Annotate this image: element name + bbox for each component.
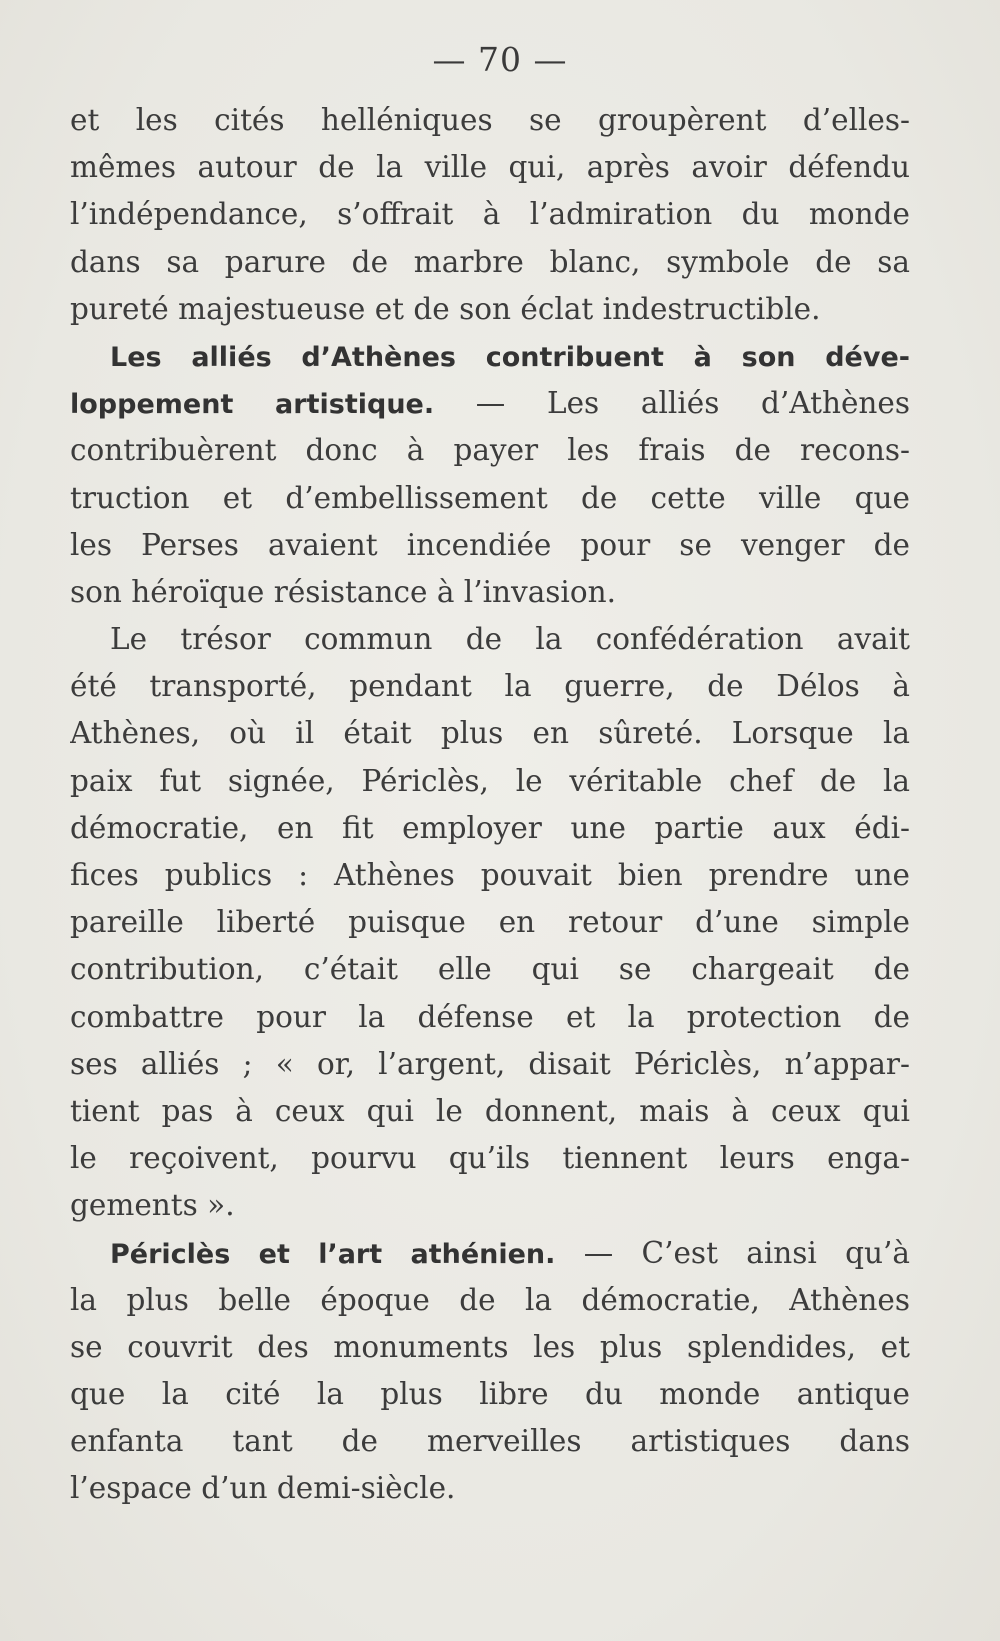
- text-line: [70, 710, 910, 757]
- text-line: [70, 1088, 910, 1135]
- text-line: [70, 191, 910, 238]
- text-line: [70, 1230, 910, 1277]
- text-line: [70, 994, 910, 1041]
- text-line: [70, 1324, 910, 1371]
- body-text-segment: — C’est ainsi qu’à: [555, 1235, 910, 1270]
- body-text-segment: tient pas à ceux qui le donnent, mais à ceux qui: [70, 1093, 910, 1128]
- body-text-segment: truction et d’embellissement de cette ville que: [70, 480, 910, 515]
- text-line: [70, 1418, 910, 1465]
- body-text-segment: son héroïque résistance à l’invasion.: [70, 574, 616, 609]
- text-line: [70, 286, 910, 333]
- text-line: [70, 616, 910, 663]
- body-text-segment: — Les alliés d’Athènes: [434, 386, 910, 421]
- text-line: [70, 899, 910, 946]
- body-text-segment: la plus belle époque de la démocratie, Athènes: [70, 1282, 910, 1317]
- text-line: [70, 1465, 910, 1512]
- body-text-segment: enfanta tant de merveilles artistiques dans: [70, 1424, 910, 1459]
- body-text: [70, 97, 910, 1513]
- text-line: [70, 1371, 910, 1418]
- body-text-segment: gements ».: [70, 1188, 235, 1223]
- body-text-segment: le reçoivent, pourvu qu’ils tiennent leurs enga-: [70, 1141, 910, 1176]
- bold-heading-text: Les alliés d’Athènes contribuent à son déve-: [110, 341, 910, 373]
- text-line: [70, 1135, 910, 1182]
- text-line: [70, 522, 910, 569]
- bold-heading-text: Périclès et l’art athénien.: [110, 1238, 556, 1270]
- page-number: — 70 —: [432, 40, 568, 79]
- body-text-segment: que la cité la plus libre du monde antique: [70, 1377, 910, 1412]
- body-text-segment: pureté majestueuse et de son éclat indestructible.: [70, 291, 821, 326]
- body-text-segment: l’espace d’un demi-siècle.: [70, 1471, 456, 1506]
- body-text-segment: ses alliés ; « or, l’argent, disait Périclès, n’appar-: [70, 1046, 910, 1081]
- text-line: [70, 1182, 910, 1229]
- text-line: [70, 144, 910, 191]
- text-line: [70, 475, 910, 522]
- text-line: [70, 569, 910, 616]
- body-text-segment: été transporté, pendant la guerre, de Délos à: [70, 669, 910, 704]
- text-line: [70, 380, 910, 427]
- body-text-segment: fices publics : Athènes pouvait bien prendre une: [70, 858, 910, 892]
- body-text-segment: dans sa parure de marbre blanc, symbole de sa: [70, 244, 910, 279]
- body-text-segment: Le trésor commun de la confédération avait: [110, 622, 910, 657]
- body-text-segment: et les cités helléniques se groupèrent d’elles-: [70, 103, 910, 137]
- text-line: [70, 758, 910, 805]
- text-line: [70, 427, 910, 474]
- text-line: [70, 663, 910, 710]
- text-line: [70, 852, 910, 899]
- body-text-segment: l’indépendance, s’offrait à l’admiration du monde: [70, 197, 910, 232]
- text-line: [70, 97, 910, 144]
- body-text-segment: Athènes, où il était plus en sûreté. Lorsque la: [70, 716, 910, 751]
- body-text-segment: les Perses avaient incendiée pour se venger de: [70, 527, 910, 562]
- body-text-segment: combattre pour la défense et la protection de: [70, 999, 910, 1034]
- text-line: [70, 239, 910, 286]
- text-line: [70, 333, 910, 380]
- body-text-segment: paix fut signée, Périclès, le véritable chef de la: [70, 763, 910, 798]
- text-line: [70, 1277, 910, 1324]
- text-line: [70, 805, 910, 852]
- text-line: [70, 946, 910, 993]
- body-text-segment: contribution, c’était elle qui se chargeait de: [70, 952, 910, 987]
- body-text-segment: se couvrit des monuments les plus splendides, et: [70, 1329, 910, 1364]
- bold-heading-text: loppement artistique.: [70, 389, 435, 421]
- text-line: [70, 1041, 910, 1088]
- body-text-segment: mêmes autour de la ville qui, après avoir défendu: [70, 150, 910, 185]
- body-text-segment: démocratie, en fit employer une partie aux édi-: [70, 810, 910, 845]
- body-text-segment: contribuèrent donc à payer les frais de recons-: [70, 433, 910, 468]
- body-text-segment: pareille liberté puisque en retour d’une simple: [70, 905, 910, 940]
